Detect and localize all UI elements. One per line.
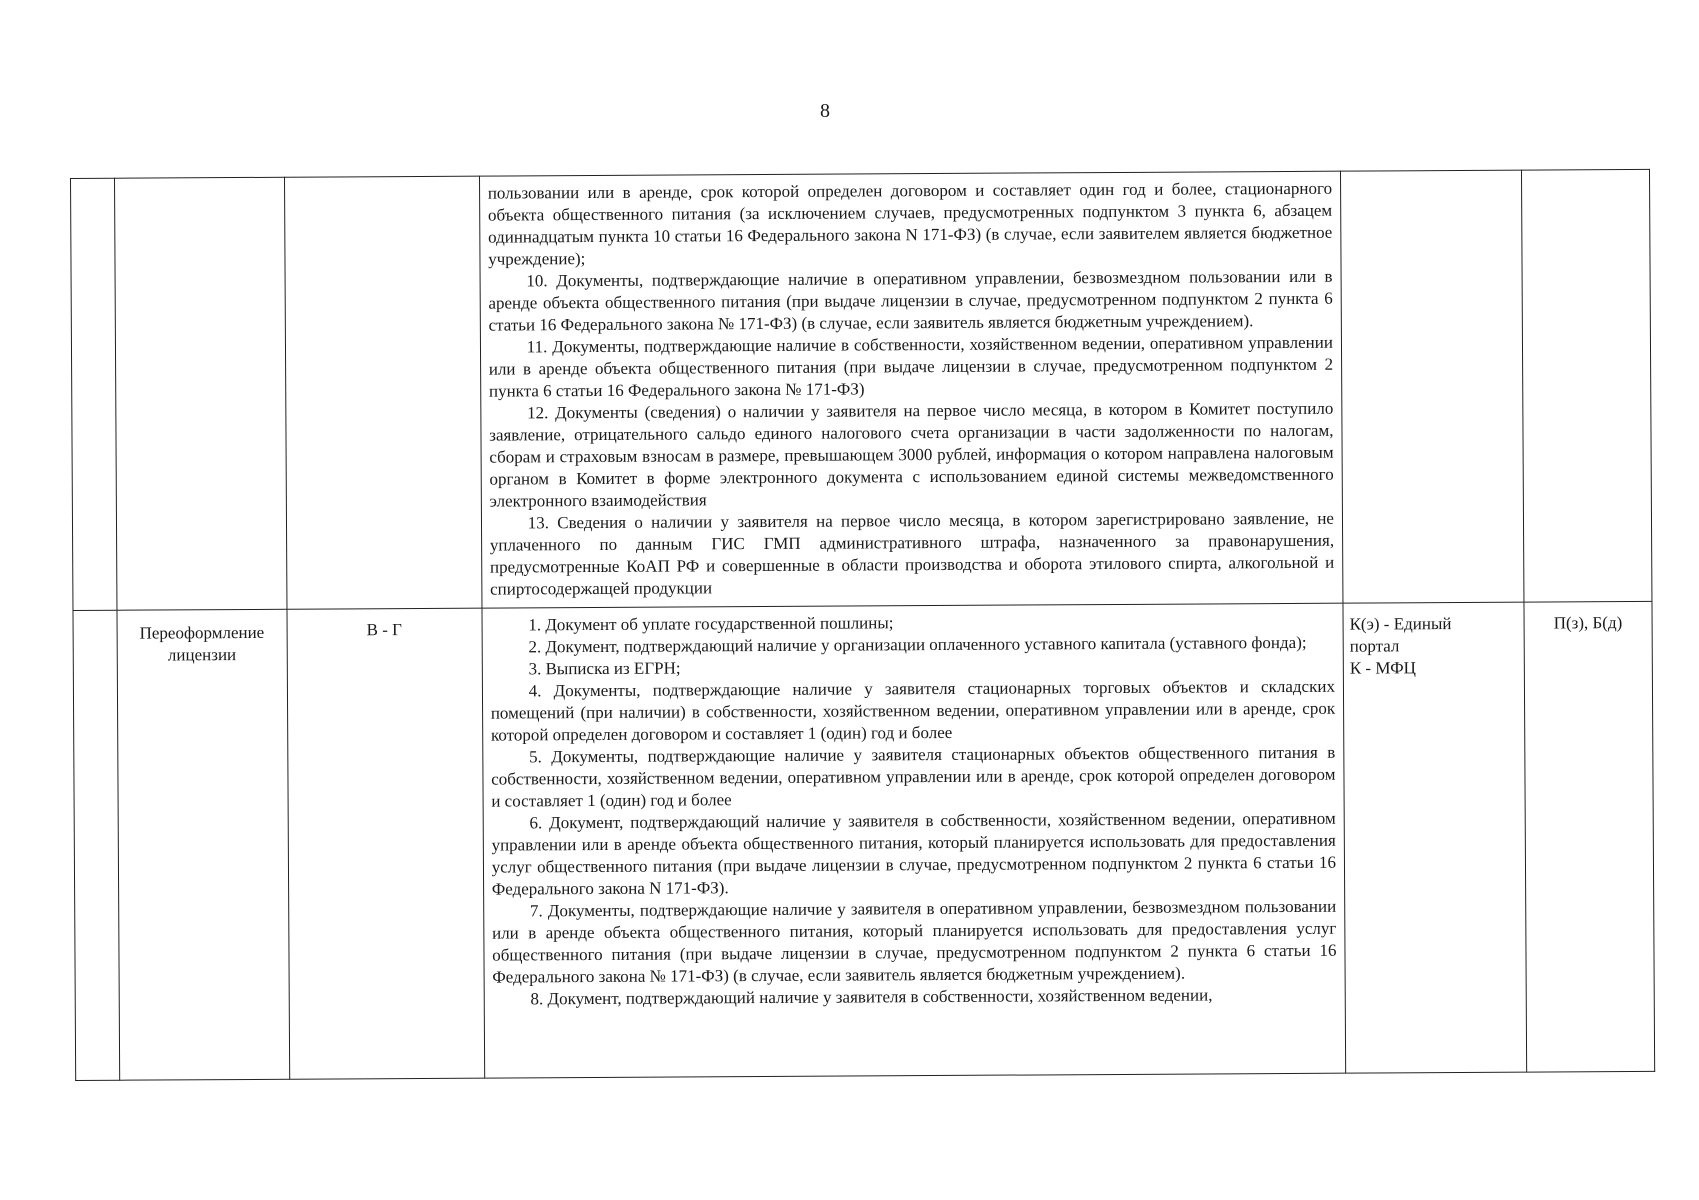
document-item: 1. Документ об уплате государственной пошлины; bbox=[528, 613, 894, 635]
channel-line: К(э) - Единый bbox=[1349, 614, 1452, 634]
document-item: 7. Документы, подтверждающие наличие у заявителя в оперативном управлении, безвозмездном пользовании или в аренде объекта общественного питания, который планируется использовать для предоставления услуг общественного питания (при выдаче лицензии в случае, предусмотренном подпунктом 2 пункта 6 статьи 16 Федерального закона № 171-ФЗ) (в случае, если заявитель является бюджетным учреждением). bbox=[492, 896, 1337, 987]
document-item: 10. Документы, подтверждающие наличие в оперативном управлении, безвозмездном пользовании или в аренде объекта общественного питания (при выдаче лицензии в случае, предусмотренном подпунктом 2 пункта 6 статьи 16 Федерального закона № 171-ФЗ) (в случае, если заявитель является бюджетным учреждением). bbox=[488, 266, 1333, 335]
cell-number bbox=[71, 178, 117, 610]
document-item: 3. Выписка из ЕГРН; bbox=[528, 658, 681, 679]
table-row bbox=[71, 169, 1652, 610]
document-item: 8. Документ, подтверждающий наличие у заявителя в собственности, хозяйственном ведении, bbox=[530, 985, 1213, 1009]
submission-channels bbox=[1343, 602, 1527, 1073]
result-category: П(з), Б(д) bbox=[1524, 601, 1655, 1072]
cell-service-name bbox=[114, 177, 286, 610]
cell-code bbox=[284, 176, 482, 609]
document-item: 5. Документы, подтверждающие наличие у заявителя стационарных объектов общественного питания в собственности, хозяйственном ведении, оперативном управлении или в аренде, срок которой определен договором и составляет 1 (один) год и более bbox=[491, 742, 1336, 811]
document-item: 12. Документы (сведения) о наличии у заявителя на первое число месяца, в котором в Комитет поступило заявление, отрицательного сальдо единого налогового счета организации в части задолженности по налогам, сборам и страховым взносам в размере, превышающем 3000 рублей, информация о котором направлена налоговым органом в Комитет в форме электронного документа с использованием единой системы межведомственного электронного взаимодействия bbox=[489, 398, 1334, 511]
cell-channels bbox=[1340, 170, 1523, 603]
cell-category bbox=[1521, 169, 1652, 602]
cell-documents bbox=[479, 171, 1343, 608]
document-item: пользовании или в аренде, срок которой определен договором и составляет один год и более, стационарного объекта общественного питания (за исключением случаев, предусмотренных подпунктом 3 пункта 6, абзацем одиннадцатым пункта 10 статьи 16 Федерального закона N 171-ФЗ) (в случае, если заявителем является бюджетное учреждение); bbox=[487, 178, 1333, 269]
document-table bbox=[70, 169, 1655, 1081]
service-name: Переоформление лицензии bbox=[117, 609, 290, 1080]
document-item: 2. Документ, подтверждающий наличие у организации оплаченного уставного капитала (уставного фонда); bbox=[528, 632, 1307, 657]
document-item: 13. Сведения о наличии у заявителя на первое число месяца, в котором зарегистрировано заявление, не уплаченного по данным ГИС ГМП административного штрафа, назначенного за правонарушения, предусмотренные КоАП РФ и совершенные в области производства и оборота этилового спирта, алкогольной и спиртосодержащей продукции bbox=[489, 508, 1335, 599]
cell-number bbox=[73, 610, 120, 1080]
channel-line: К - МФЦ bbox=[1349, 658, 1416, 678]
document-item: 6. Документ, подтверждающий наличие у заявителя в собственности, хозяйственном ведении, оперативном управлении или в аренде объекта общественного питания, который планируется использовать для предоставления услуг общественного питания (при выдаче лицензии в случае, предусмотренном подпунктом 2 пункта 6 статьи 16 Федерального закона N 171-ФЗ). bbox=[491, 808, 1336, 899]
service-code: В - Г bbox=[287, 608, 485, 1079]
table-row bbox=[73, 601, 1655, 1080]
cell-documents bbox=[482, 603, 1346, 1078]
channel-line: портал bbox=[1349, 636, 1400, 656]
document-item: 4. Документы, подтверждающие наличие у заявителя стационарных торговых объектов и складских помещений (при наличии) в собственности, хозяйственном ведении, оперативном управлении или в аренде, срок которой определен договором и составляет 1 (один) год и более bbox=[490, 676, 1336, 745]
page-number: 8 bbox=[820, 100, 830, 122]
document-item: 11. Документы, подтверждающие наличие в собственности, хозяйственном ведении, оперативном управлении или в аренде объекта общественного питания (при выдаче лицензии в случае, предусмотренном подпунктом 2 пункта 6 статьи 16 Федерального закона № 171-ФЗ) bbox=[488, 332, 1334, 401]
